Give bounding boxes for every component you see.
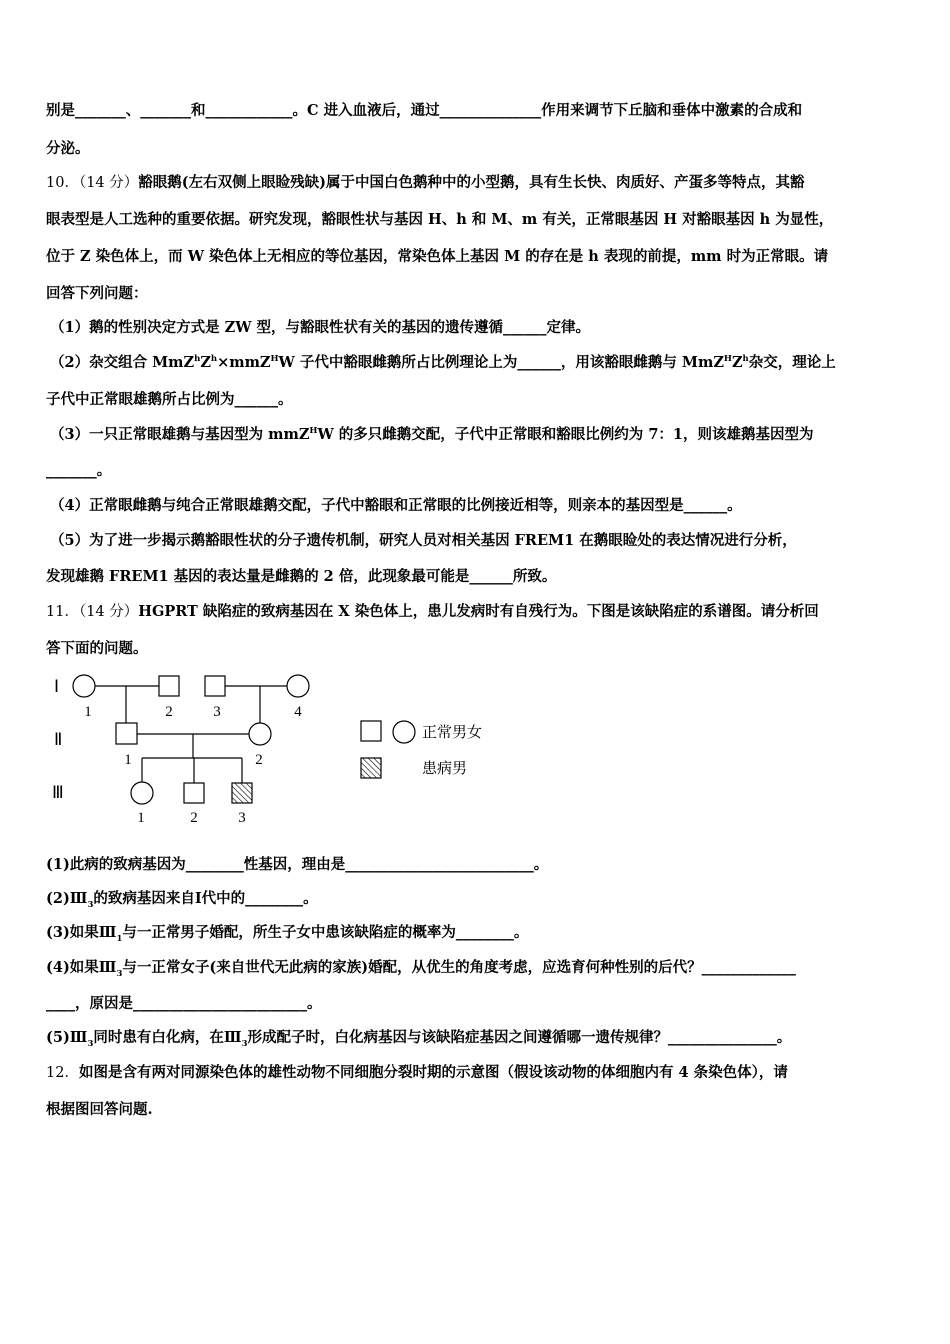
q11-part-4b: ____，原因是________________________。 [46,995,322,1012]
individual-number: 1 [124,752,132,768]
female-symbol [287,675,309,697]
q12-text: 如图是含有两对同源染色体的雄性动物不同细胞分裂时期的示意图（假设该动物的体细胞内有 4 条染色体），请 [78,1064,788,1081]
q11-part-3: (3)如果$Ⅲ_1$与一正常男子婚配，所生子女中患该缺陷症的概率为________。 [46,924,529,944]
text-line-1: 别是_______、_______和____________。C 进入血液后，通过______________作用来调节下丘脑和垂体中激素的合成和 [46,102,803,119]
question-number: 12． [46,1065,79,1081]
individual-number: 3 [213,704,221,720]
legend-normal-label: 正常男女 [422,723,483,741]
affected-male-symbol [232,783,252,803]
question-number: 10． [46,175,79,191]
legend-affected-symbol [361,758,381,778]
individual-number: 2 [165,704,173,720]
q11-part-5: $(5)Ⅲ_3$同时患有白化病，在$Ⅲ_3$形成配子时，白化病基因与该缺陷症基因之间遵循哪一遗传规律？_______________。 [46,1029,792,1049]
q11-intro-1 [46,602,819,622]
pedigree-chart [40,668,520,838]
q10-part-5b: 发现雄鹅 FREM1 基因的表达量是雌鹅的 2 倍，此现象最可能是______所致。 [46,568,557,585]
generation-label: Ⅱ [54,730,63,749]
legend-affected-label: 患病男 [422,759,468,777]
text-line-2: 分泌。 [46,140,90,157]
individual-number: 1 [84,704,92,720]
female-symbol [131,782,153,804]
question-points: （14 分） [78,175,139,191]
q10-intro-2: 眼表型是人工选种的重要依据。研究发现，豁眼性状与基因 H、h 和 M、m 有关，正常眼基因 H 对豁眼基因 h 为显性， [46,211,834,228]
q11-part-1: (1)此病的致病基因为________性基因，理由是__________________________。 [46,856,549,873]
individual-number: 2 [255,752,263,768]
male-symbol [116,723,137,744]
male-symbol [159,676,179,696]
q10-intro-3: 位于 Z 染色体上，而 W 染色体上无相应的等位基因，常染色体上基因 M 的存在是 h 表现的前提，mm 时为正常眼。请 [46,248,829,265]
q11-intro-2: 答下面的问题。 [46,640,148,657]
legend-female-symbol [393,721,415,743]
q10-part-2b: 子代中正常眼雄鹅所占比例为______。 [46,391,293,408]
q10-intro-4: 回答下列问题： [46,285,148,302]
generation-label: Ⅲ [52,783,64,802]
q10-intro-1 [46,173,804,193]
individual-number: 2 [190,810,198,826]
male-symbol [205,676,225,696]
q12-intro-1 [46,1063,788,1083]
q10-part-5a: （5）为了进一步揭示鹅豁眼性状的分子遗传机制，研究人员对相关基因 FREM1 在鹅眼睑处的表达情况进行分析， [50,532,797,549]
q10-part-1: （1）鹅的性别决定方式是 ZW 型，与豁眼性状有关的基因的遗传遵循______定律。 [50,319,591,336]
q10-part-2a: （2）杂交组合 $MmZ^hZ^h\times mmZ^HW$ 子代中豁眼雌鹅所占比例理论上为______，用该豁眼雌鹅与 $MmZ^HZ^h$杂交，理论上 [50,354,836,371]
q10-part-3a: （3）一只正常眼雄鹅与基因型为 mmZ$^H$W 的多只雌鹅交配，子代中正常眼和豁眼比例约为 7：1，则该雄鹅基因型为 [50,426,814,443]
individual-number: 1 [137,810,145,826]
q12-intro-2: 根据图回答问题. [46,1101,153,1118]
female-symbol [73,675,95,697]
female-symbol [249,723,271,745]
question-points: （14 分） [78,604,139,620]
q11-part-4a: (4)如果$Ⅲ_3$与一正常女子(来自世代无此病的家族)婚配，从优生的角度考虑，应选育何种性别的后代？_____________ [46,959,796,979]
generation-label: Ⅰ [54,677,60,696]
male-symbol [184,783,204,803]
q10-part-4: （4）正常眼雌鹅与纯合正常眼雄鹅交配，子代中豁眼和正常眼的比例接近相等，则亲本的基因型是______。 [50,497,742,514]
q11-text: HGPRT 缺陷症的致病基因在 X 染色体上，患儿发病时有自残行为。下图是该缺陷症的系谱图。请分析回 [138,603,819,620]
q11-part-2: $(2)Ⅲ_3$的致病基因来自Ⅰ代中的________。 [46,890,318,910]
individual-number: 3 [238,810,246,826]
q10-text: 豁眼鹅(左右双侧上眼睑残缺)属于中国白色鹅种中的小型鹅，具有生长快、肉质好、产蛋多等特点，其豁 [138,174,805,191]
individual-number: 4 [294,704,302,720]
q10-part-3b: _______。 [46,462,112,479]
legend-male-symbol [361,721,381,741]
question-number: 11． [46,604,79,620]
